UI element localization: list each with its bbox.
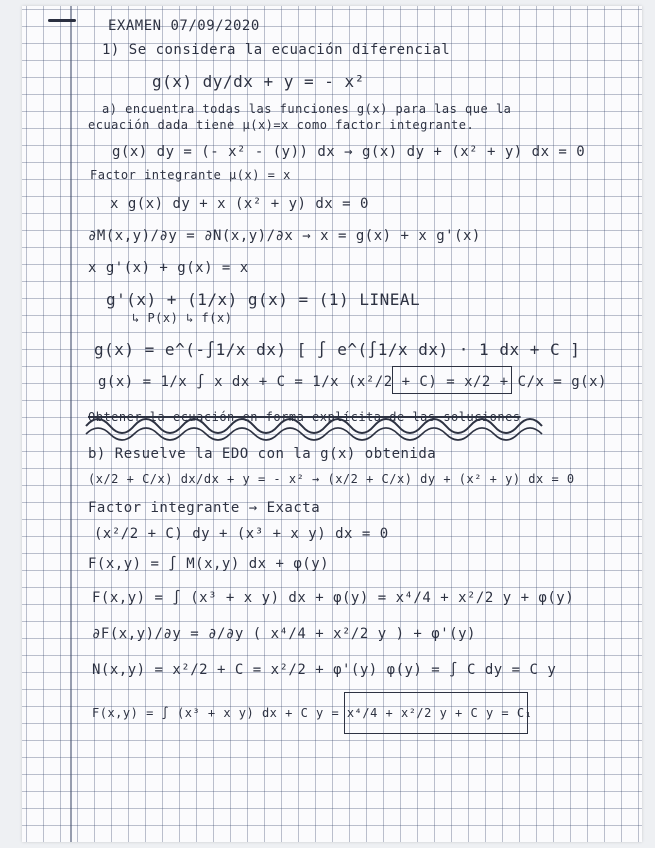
p-f-annotation: ↳ P(x) ↳ f(x) <box>132 311 233 325</box>
exact-label: Factor integrante → Exacta <box>88 500 321 516</box>
g-solution: g(x) = 1/x ∫ x dx + C = 1/x (x²/2 + C) = x/2 + C/x = g(x) <box>98 374 607 390</box>
problem-statement: 1) Se considera la ecuación diferencial <box>102 42 451 58</box>
exactness-condition: ∂M(x,y)/∂y = ∂N(x,y)/∂x → x = g(x) + x g'(x) <box>88 228 481 244</box>
multiplied-equation: x g(x) dy + x (x² + y) dx = 0 <box>110 196 369 212</box>
final-result-box <box>344 692 528 734</box>
question-b: b) Resuelve la EDO con la g(x) obtenida <box>88 446 437 462</box>
partial-derivative: ∂F(x,y)/∂y = ∂/∂y ( x⁴/4 + x²/2 y ) + φ'(y) <box>92 626 476 642</box>
question-a-line1: a) encuentra todas las funciones g(x) para las que la <box>102 102 512 116</box>
crossed-out-text: Obtener la ecuación en forma explícita de las soluciones <box>88 410 521 424</box>
rearranged-equation: g(x) dy = (- x² - (y)) dx → g(x) dy + (x² + y) dx = 0 <box>112 144 586 160</box>
corner-dash <box>48 19 76 22</box>
standard-form: g'(x) + (1/x) g(x) = (1) LINEAL <box>106 290 421 309</box>
integrating-factor-label: Factor integrante μ(x) = x <box>90 168 291 182</box>
notebook-page <box>22 6 642 842</box>
linear-ode: x g'(x) + g(x) = x <box>88 260 249 276</box>
margin-line <box>70 6 72 842</box>
potential-integral: F(x,y) = ∫ (x³ + x y) dx + φ(y) = x⁴/4 + x²/2 y + φ(y) <box>92 590 575 606</box>
exam-header: EXAMEN 07/09/2020 <box>108 18 260 34</box>
g-result-box <box>392 366 512 394</box>
question-a-line2: ecuación dada tiene μ(x)=x como factor integrante. <box>88 118 475 132</box>
ode-equation: g(x) dy/dx + y = - x² <box>152 72 365 91</box>
final-solution: F(x,y) = ∫ (x³ + x y) dx + C y = x⁴/4 + x²/2 y + C y = C₁ <box>92 706 533 720</box>
phi-derivation: N(x,y) = x²/2 + C = x²/2 + φ'(y) φ(y) = ∫ C dy = C y <box>92 662 557 678</box>
potential-definition: F(x,y) = ∫ M(x,y) dx + φ(y) <box>88 556 330 572</box>
exact-equation: (x²/2 + C) dy + (x³ + x y) dx = 0 <box>94 526 389 542</box>
solution-formula: g(x) = e^(-∫1/x dx) [ ∫ e^(∫1/x dx) · 1 dx + C ] <box>94 340 581 359</box>
substituted-equation: (x/2 + C/x) dx/dx + y = - x² → (x/2 + C/x) dy + (x² + y) dx = 0 <box>88 472 575 486</box>
